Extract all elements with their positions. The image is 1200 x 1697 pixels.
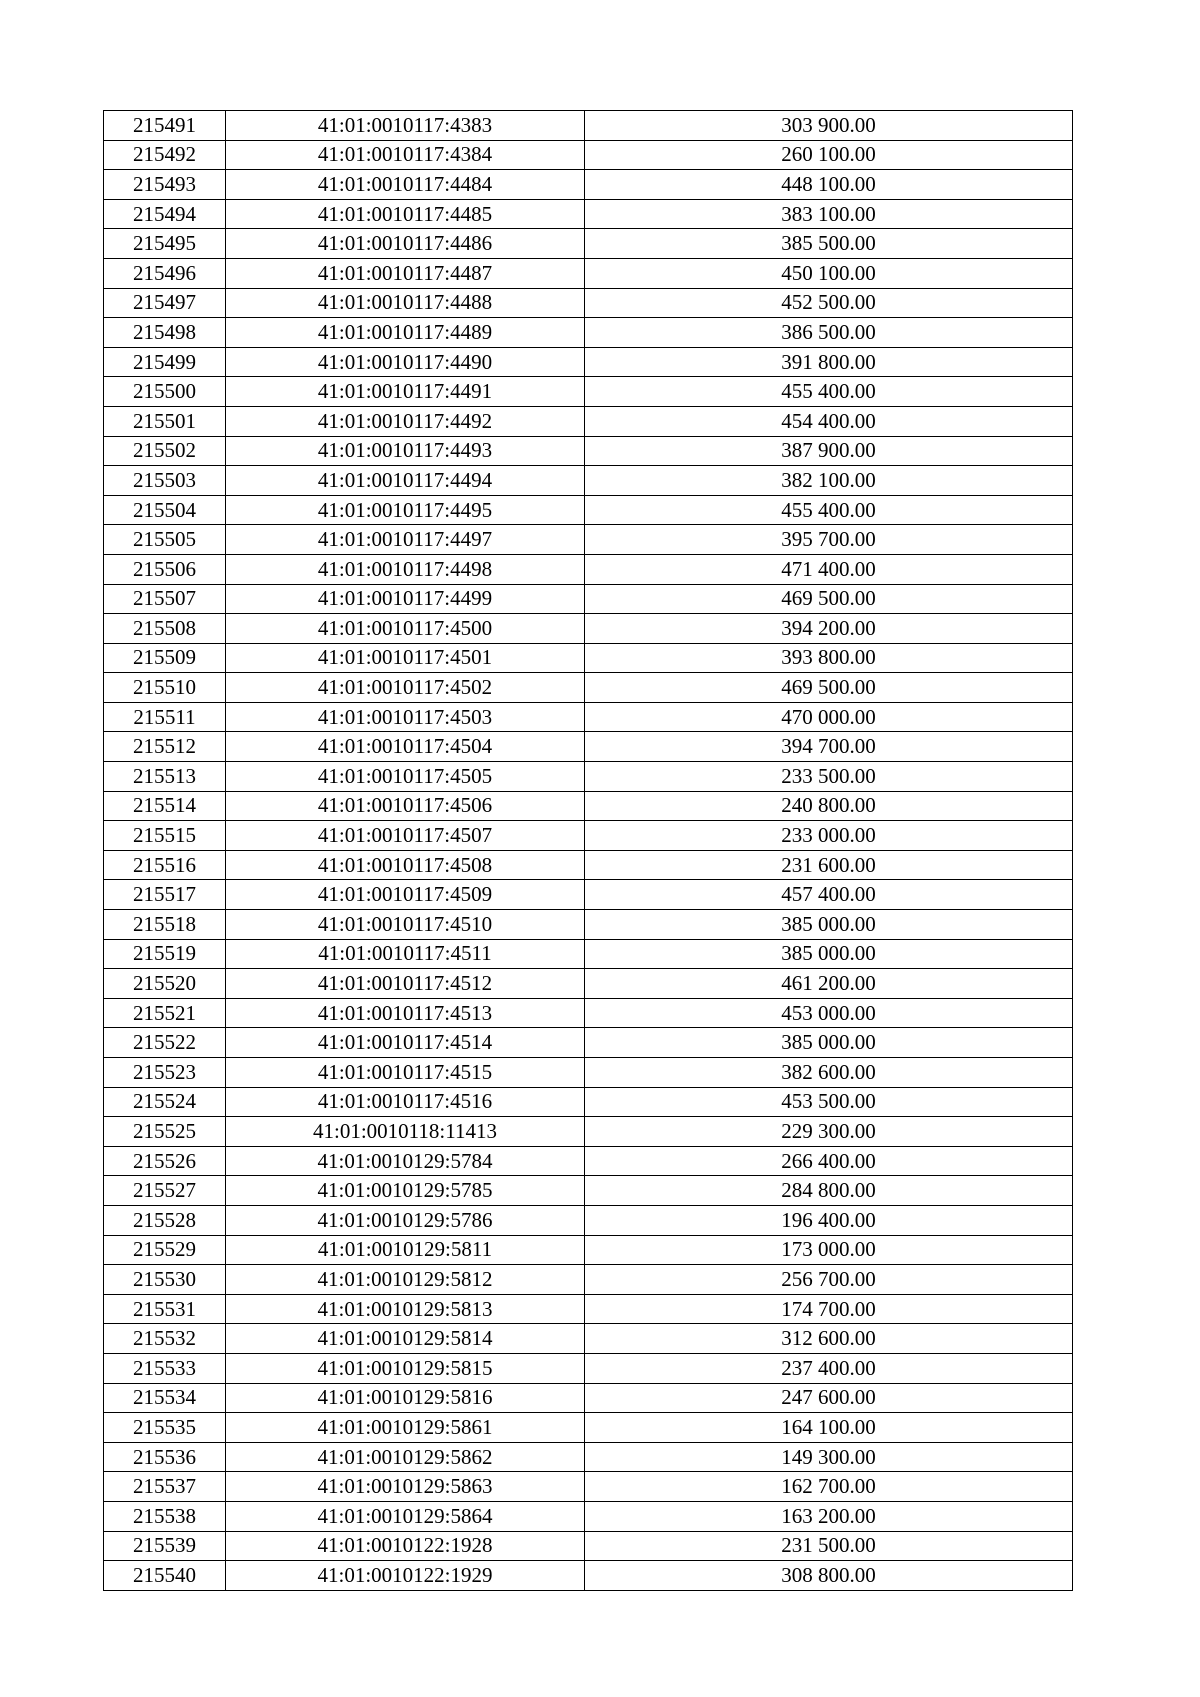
cadastral-number-cell: 41:01:0010117:4493 [226, 436, 585, 466]
table-row [104, 229, 1073, 259]
cadastral-number-cell: 41:01:0010129:5813 [226, 1294, 585, 1324]
cadastral-number-cell: 41:01:0010117:4503 [226, 702, 585, 732]
cadastral-value-cell: 303 900.00 [585, 111, 1073, 141]
table-row [104, 1294, 1073, 1324]
table-row [104, 377, 1073, 407]
row-number-cell: 215517 [104, 880, 226, 910]
table-row [104, 1028, 1073, 1058]
cadastral-value-cell: 461 200.00 [585, 969, 1073, 999]
cadastral-number-cell: 41:01:0010117:4514 [226, 1028, 585, 1058]
row-number-cell: 215533 [104, 1353, 226, 1383]
table-row [104, 1265, 1073, 1295]
row-number-cell: 215503 [104, 466, 226, 496]
row-number-cell: 215509 [104, 643, 226, 673]
row-number-cell: 215492 [104, 140, 226, 170]
row-number-cell: 215498 [104, 318, 226, 348]
row-number-cell: 215502 [104, 436, 226, 466]
cadastral-value-cell: 382 100.00 [585, 466, 1073, 496]
cadastral-number-cell: 41:01:0010129:5815 [226, 1353, 585, 1383]
table-row [104, 939, 1073, 969]
table-row [104, 525, 1073, 555]
table-row [104, 347, 1073, 377]
table-row [104, 1561, 1073, 1591]
cadastral-number-cell: 41:01:0010117:4495 [226, 495, 585, 525]
row-number-cell: 215519 [104, 939, 226, 969]
table-row [104, 702, 1073, 732]
table-row [104, 880, 1073, 910]
table-row [104, 1531, 1073, 1561]
cadastral-value-cell: 312 600.00 [585, 1324, 1073, 1354]
cadastral-value-table [103, 110, 1073, 1591]
table-row [104, 1442, 1073, 1472]
cadastral-number-cell: 41:01:0010117:4515 [226, 1058, 585, 1088]
row-number-cell: 215506 [104, 554, 226, 584]
row-number-cell: 215529 [104, 1235, 226, 1265]
cadastral-value-cell: 395 700.00 [585, 525, 1073, 555]
row-number-cell: 215522 [104, 1028, 226, 1058]
table-row [104, 170, 1073, 200]
row-number-cell: 215520 [104, 969, 226, 999]
table-row [104, 1176, 1073, 1206]
table-row [104, 1353, 1073, 1383]
table-row [104, 1324, 1073, 1354]
table-row [104, 1501, 1073, 1531]
row-number-cell: 215532 [104, 1324, 226, 1354]
cadastral-value-cell: 448 100.00 [585, 170, 1073, 200]
table-row [104, 466, 1073, 496]
cadastral-value-cell: 231 600.00 [585, 850, 1073, 880]
row-number-cell: 215495 [104, 229, 226, 259]
row-number-cell: 215500 [104, 377, 226, 407]
row-number-cell: 215497 [104, 288, 226, 318]
table-row [104, 288, 1073, 318]
cadastral-number-cell: 41:01:0010117:4513 [226, 998, 585, 1028]
cadastral-value-cell: 394 700.00 [585, 732, 1073, 762]
table-row [104, 1383, 1073, 1413]
cadastral-number-cell: 41:01:0010129:5784 [226, 1146, 585, 1176]
cadastral-number-cell: 41:01:0010129:5864 [226, 1501, 585, 1531]
cadastral-number-cell: 41:01:0010122:1929 [226, 1561, 585, 1591]
cadastral-number-cell: 41:01:0010117:4490 [226, 347, 585, 377]
cadastral-value-cell: 266 400.00 [585, 1146, 1073, 1176]
table-row [104, 406, 1073, 436]
cadastral-value-cell: 453 000.00 [585, 998, 1073, 1028]
cadastral-value-cell: 469 500.00 [585, 673, 1073, 703]
row-number-cell: 215518 [104, 910, 226, 940]
table-row [104, 495, 1073, 525]
row-number-cell: 215540 [104, 1561, 226, 1591]
row-number-cell: 215510 [104, 673, 226, 703]
table-row [104, 1235, 1073, 1265]
cadastral-value-cell: 450 100.00 [585, 258, 1073, 288]
cadastral-number-cell: 41:01:0010117:4487 [226, 258, 585, 288]
table-row [104, 140, 1073, 170]
cadastral-value-cell: 453 500.00 [585, 1087, 1073, 1117]
cadastral-number-cell: 41:01:0010117:4498 [226, 554, 585, 584]
cadastral-number-cell: 41:01:0010118:11413 [226, 1117, 585, 1147]
row-number-cell: 215534 [104, 1383, 226, 1413]
row-number-cell: 215505 [104, 525, 226, 555]
cadastral-value-cell: 233 500.00 [585, 762, 1073, 792]
cadastral-value-cell: 163 200.00 [585, 1501, 1073, 1531]
cadastral-value-cell: 149 300.00 [585, 1442, 1073, 1472]
cadastral-value-cell: 173 000.00 [585, 1235, 1073, 1265]
cadastral-number-cell: 41:01:0010117:4486 [226, 229, 585, 259]
table-row [104, 1146, 1073, 1176]
cadastral-number-cell: 41:01:0010117:4512 [226, 969, 585, 999]
row-number-cell: 215507 [104, 584, 226, 614]
cadastral-value-cell: 164 100.00 [585, 1413, 1073, 1443]
cadastral-value-cell: 240 800.00 [585, 791, 1073, 821]
table-row [104, 584, 1073, 614]
cadastral-number-cell: 41:01:0010117:4507 [226, 821, 585, 851]
row-number-cell: 215535 [104, 1413, 226, 1443]
table-row [104, 318, 1073, 348]
table-row [104, 643, 1073, 673]
cadastral-number-cell: 41:01:0010129:5862 [226, 1442, 585, 1472]
row-number-cell: 215493 [104, 170, 226, 200]
cadastral-value-cell: 455 400.00 [585, 495, 1073, 525]
cadastral-value-cell: 471 400.00 [585, 554, 1073, 584]
row-number-cell: 215513 [104, 762, 226, 792]
cadastral-value-cell: 247 600.00 [585, 1383, 1073, 1413]
row-number-cell: 215525 [104, 1117, 226, 1147]
cadastral-number-cell: 41:01:0010117:4488 [226, 288, 585, 318]
cadastral-value-cell: 284 800.00 [585, 1176, 1073, 1206]
cadastral-value-cell: 455 400.00 [585, 377, 1073, 407]
cadastral-value-cell: 385 000.00 [585, 939, 1073, 969]
cadastral-number-cell: 41:01:0010129:5863 [226, 1472, 585, 1502]
cadastral-value-cell: 394 200.00 [585, 614, 1073, 644]
row-number-cell: 215494 [104, 199, 226, 229]
table-row [104, 1117, 1073, 1147]
cadastral-value-cell: 233 000.00 [585, 821, 1073, 851]
cadastral-value-cell: 470 000.00 [585, 702, 1073, 732]
cadastral-number-cell: 41:01:0010129:5811 [226, 1235, 585, 1265]
table-row [104, 436, 1073, 466]
cadastral-value-cell: 229 300.00 [585, 1117, 1073, 1147]
cadastral-value-cell: 383 100.00 [585, 199, 1073, 229]
row-number-cell: 215526 [104, 1146, 226, 1176]
cadastral-number-cell: 41:01:0010117:4494 [226, 466, 585, 496]
table-body [104, 111, 1073, 1591]
cadastral-value-cell: 386 500.00 [585, 318, 1073, 348]
cadastral-value-cell: 393 800.00 [585, 643, 1073, 673]
cadastral-number-cell: 41:01:0010117:4501 [226, 643, 585, 673]
cadastral-number-cell: 41:01:0010129:5786 [226, 1205, 585, 1235]
table-row [104, 111, 1073, 141]
row-number-cell: 215531 [104, 1294, 226, 1324]
cadastral-number-cell: 41:01:0010117:4485 [226, 199, 585, 229]
cadastral-number-cell: 41:01:0010117:4383 [226, 111, 585, 141]
table-row [104, 554, 1073, 584]
cadastral-number-cell: 41:01:0010117:4509 [226, 880, 585, 910]
table-row [104, 614, 1073, 644]
cadastral-number-cell: 41:01:0010129:5816 [226, 1383, 585, 1413]
row-number-cell: 215537 [104, 1472, 226, 1502]
cadastral-value-cell: 454 400.00 [585, 406, 1073, 436]
table-row [104, 998, 1073, 1028]
row-number-cell: 215523 [104, 1058, 226, 1088]
cadastral-number-cell: 41:01:0010117:4500 [226, 614, 585, 644]
cadastral-number-cell: 41:01:0010117:4492 [226, 406, 585, 436]
cadastral-value-cell: 387 900.00 [585, 436, 1073, 466]
cadastral-value-cell: 469 500.00 [585, 584, 1073, 614]
table-row [104, 1205, 1073, 1235]
row-number-cell: 215514 [104, 791, 226, 821]
cadastral-value-cell: 452 500.00 [585, 288, 1073, 318]
cadastral-number-cell: 41:01:0010117:4491 [226, 377, 585, 407]
cadastral-value-cell: 385 000.00 [585, 910, 1073, 940]
cadastral-value-cell: 174 700.00 [585, 1294, 1073, 1324]
cadastral-number-cell: 41:01:0010122:1928 [226, 1531, 585, 1561]
table-row [104, 821, 1073, 851]
row-number-cell: 215512 [104, 732, 226, 762]
row-number-cell: 215515 [104, 821, 226, 851]
row-number-cell: 215491 [104, 111, 226, 141]
cadastral-value-cell: 385 000.00 [585, 1028, 1073, 1058]
cadastral-number-cell: 41:01:0010117:4384 [226, 140, 585, 170]
table-row [104, 910, 1073, 940]
cadastral-number-cell: 41:01:0010117:4489 [226, 318, 585, 348]
row-number-cell: 215508 [104, 614, 226, 644]
row-number-cell: 215528 [104, 1205, 226, 1235]
cadastral-value-cell: 256 700.00 [585, 1265, 1073, 1295]
cadastral-value-cell: 231 500.00 [585, 1531, 1073, 1561]
row-number-cell: 215538 [104, 1501, 226, 1531]
row-number-cell: 215501 [104, 406, 226, 436]
table-row [104, 1413, 1073, 1443]
cadastral-value-cell: 385 500.00 [585, 229, 1073, 259]
cadastral-number-cell: 41:01:0010117:4505 [226, 762, 585, 792]
table-row [104, 199, 1073, 229]
cadastral-number-cell: 41:01:0010117:4510 [226, 910, 585, 940]
row-number-cell: 215521 [104, 998, 226, 1028]
cadastral-number-cell: 41:01:0010117:4497 [226, 525, 585, 555]
table-row [104, 969, 1073, 999]
cadastral-number-cell: 41:01:0010117:4508 [226, 850, 585, 880]
table-row [104, 1087, 1073, 1117]
table-row [104, 732, 1073, 762]
row-number-cell: 215527 [104, 1176, 226, 1206]
cadastral-number-cell: 41:01:0010117:4511 [226, 939, 585, 969]
table-row [104, 258, 1073, 288]
cadastral-value-cell: 391 800.00 [585, 347, 1073, 377]
cadastral-number-cell: 41:01:0010117:4516 [226, 1087, 585, 1117]
cadastral-number-cell: 41:01:0010129:5861 [226, 1413, 585, 1443]
cadastral-number-cell: 41:01:0010117:4504 [226, 732, 585, 762]
row-number-cell: 215511 [104, 702, 226, 732]
cadastral-value-cell: 382 600.00 [585, 1058, 1073, 1088]
cadastral-value-cell: 457 400.00 [585, 880, 1073, 910]
row-number-cell: 215524 [104, 1087, 226, 1117]
cadastral-value-cell: 237 400.00 [585, 1353, 1073, 1383]
cadastral-value-cell: 260 100.00 [585, 140, 1073, 170]
cadastral-number-cell: 41:01:0010117:4506 [226, 791, 585, 821]
cadastral-number-cell: 41:01:0010117:4484 [226, 170, 585, 200]
cadastral-number-cell: 41:01:0010129:5785 [226, 1176, 585, 1206]
table-row [104, 791, 1073, 821]
table-row [104, 1058, 1073, 1088]
cadastral-value-cell: 308 800.00 [585, 1561, 1073, 1591]
table-row [104, 762, 1073, 792]
cadastral-value-cell: 196 400.00 [585, 1205, 1073, 1235]
cadastral-value-cell: 162 700.00 [585, 1472, 1073, 1502]
cadastral-number-cell: 41:01:0010129:5814 [226, 1324, 585, 1354]
cadastral-number-cell: 41:01:0010117:4502 [226, 673, 585, 703]
row-number-cell: 215539 [104, 1531, 226, 1561]
cadastral-number-cell: 41:01:0010117:4499 [226, 584, 585, 614]
row-number-cell: 215536 [104, 1442, 226, 1472]
cadastral-number-cell: 41:01:0010129:5812 [226, 1265, 585, 1295]
table-row [104, 850, 1073, 880]
row-number-cell: 215516 [104, 850, 226, 880]
row-number-cell: 215530 [104, 1265, 226, 1295]
row-number-cell: 215504 [104, 495, 226, 525]
row-number-cell: 215499 [104, 347, 226, 377]
row-number-cell: 215496 [104, 258, 226, 288]
table-row [104, 673, 1073, 703]
table-row [104, 1472, 1073, 1502]
